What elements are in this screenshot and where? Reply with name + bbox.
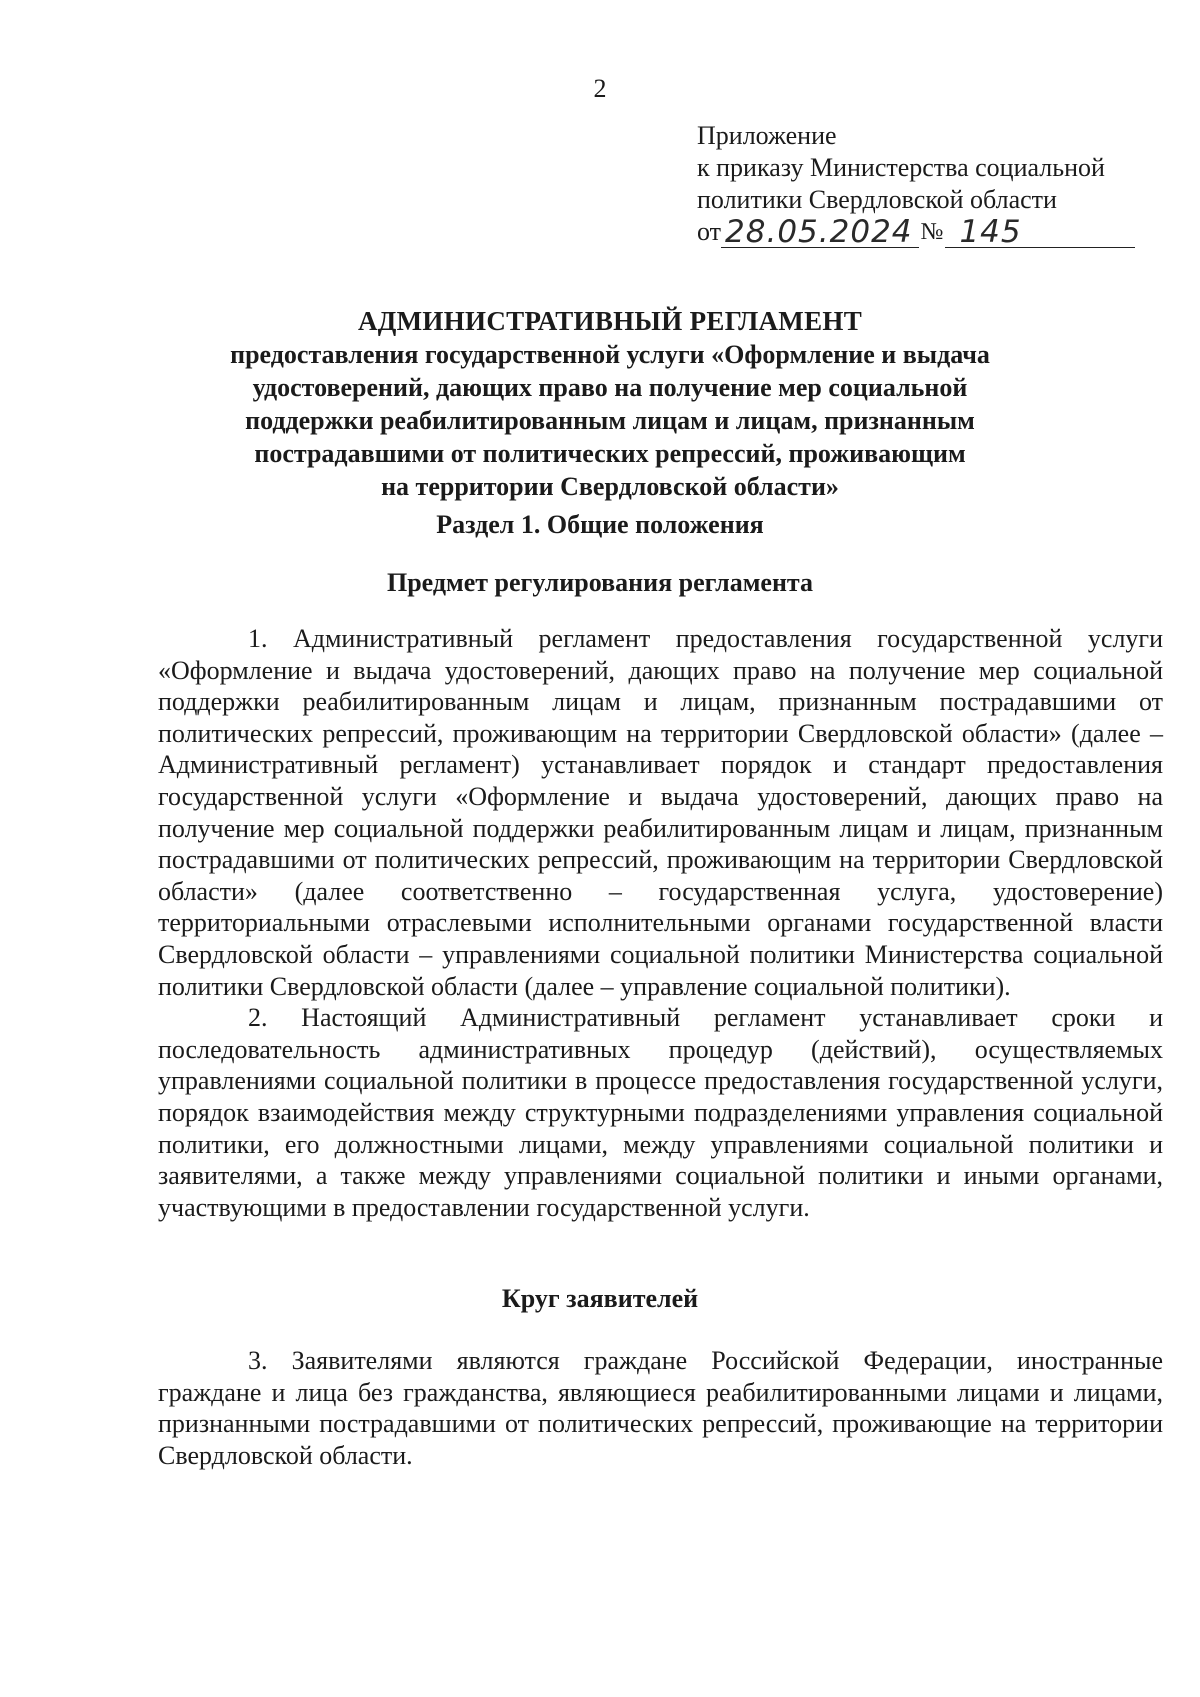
document-title-line-1: предоставления государственной услуги «Оформление и выдача: [230, 340, 990, 369]
approval-line-1: Приложение: [697, 121, 837, 150]
paragraph-3-block: [158, 1345, 1163, 1471]
document-title-line-3: поддержки реабилитированным лицам и лицам, признанным: [245, 406, 975, 435]
page-number: 2: [593, 74, 607, 103]
approval-date-number-line: [697, 216, 1135, 248]
handwritten-date: 28.05.2024: [721, 217, 919, 248]
approval-block: [697, 120, 1135, 248]
paragraph-1: 1. Административный регламент предоставления государственной услуги «Оформление и выдача удостоверений, дающих право на получение мер социальной поддержки реабилитированным лицам и лицам, признанным пострадавшими от политических репрессий, проживающим на территории Свердловской области» (далее – Административный регламент) устанавливает порядок и стандарт предоставления государственной услуги «Оформление и выдача удостоверений, дающих право на получение мер социальной поддержки реабилитированным лицам и лицам, признанным пострадавшими от политических репрессий, проживающим на территории Свердловской области» (далее соответственно – государственная услуга, удостоверение) территориальными отраслевыми исполнительными органами государственной власти Свердловской области – управлениями социальной политики Министерства социальной политики Свердловской области (далее – управление социальной политики).: [158, 624, 1163, 1001]
paragraph-2: 2. Настоящий Административный регламент устанавливает сроки и последовательность административных процедур (действий), осуществляемых управлениями социальной политики в процессе предоставления государственной услуги, порядок взаимодействия между структурными подразделениями управления социальной политики, его должностными лицами, между управлениями социальной политики и заявителями, а также между управлениями социальной политики и иными органами, участвующими в предоставлении государственной услуги.: [158, 1003, 1163, 1222]
document-title-line-2: удостоверений, дающих право на получение мер социальной: [252, 373, 968, 402]
document-title-main: АДМИНИСТРАТИВНЫЙ РЕГЛАМЕНТ: [357, 306, 863, 336]
approval-line-3: политики Свердловской области: [697, 185, 1057, 214]
section-heading: Раздел 1. Общие положения: [436, 510, 764, 539]
approval-line-2: к приказу Министерства социальной: [697, 153, 1105, 182]
subheading-subject-of-regulation: Предмет регулирования регламента: [386, 568, 814, 597]
subheading-applicants: Круг заявителей: [501, 1284, 699, 1313]
document-title-line-5: на территории Свердловской области»: [381, 472, 839, 501]
approval-date-prefix: от: [697, 217, 722, 246]
handwritten-number: 145: [945, 217, 1135, 248]
paragraph-3: 3. Заявителями являются граждане Российской Федерации, иностранные граждане и лица без гражданства, являющиеся реабилитированными лицами и лицами, признанными пострадавшими от политических репрессий, проживающие на территории Свердловской области.: [158, 1346, 1163, 1470]
document-title: [180, 305, 1040, 503]
number-sign: №: [920, 219, 944, 245]
paragraphs-1-2: [158, 623, 1163, 1223]
document-title-line-4: пострадавшими от политических репрессий, проживающим: [254, 439, 966, 468]
